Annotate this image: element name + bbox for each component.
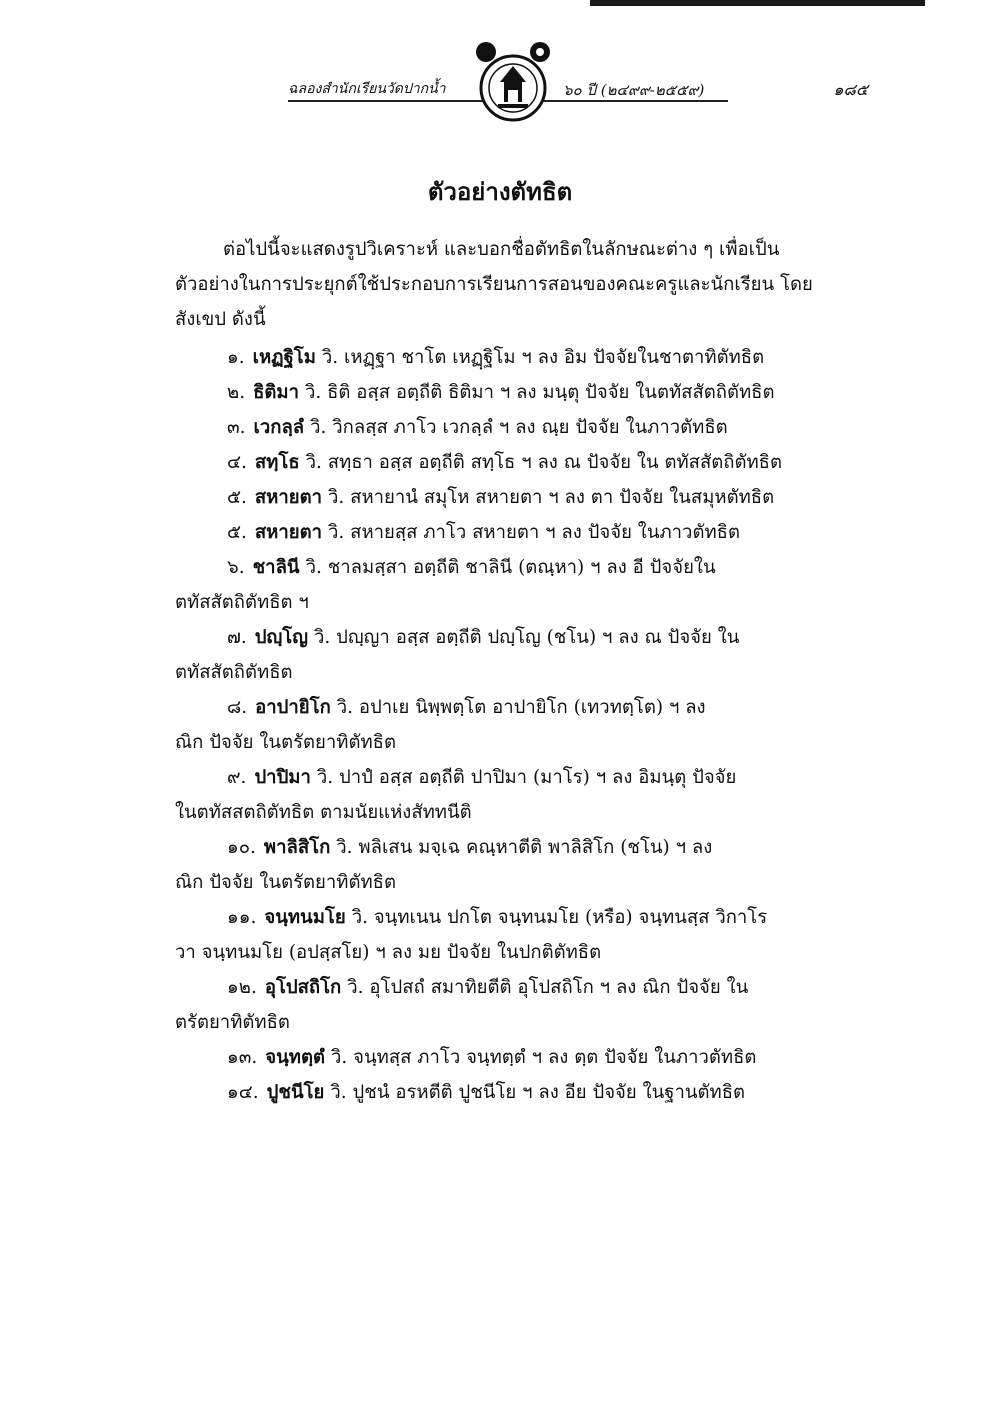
intro-paragraph xyxy=(175,232,855,337)
item-text: วิ. พลิเสน มจฺเฉ คณฺหาตีติ พาลิสิโก (ชโน) ฯ ลง xyxy=(336,837,713,858)
item-number: ๕. xyxy=(227,522,247,543)
item-headword: ธิติมา xyxy=(253,382,299,403)
list-item xyxy=(175,1040,855,1075)
item-headword: ปาปิมา xyxy=(254,767,311,788)
item-text: วิ. เหฏฺฐา ชาโต เหฏฺฐิโม ฯ ลง อิม ปัจจัยในชาตาทิตัทธิต xyxy=(321,347,765,368)
running-header xyxy=(288,66,868,106)
item-continuation: ณิก ปัจจัย ในตรัตยาทิตัทธิต xyxy=(175,732,396,753)
item-text: วิ. ปญฺญา อสฺส อตฺถีติ ปญฺโญ (ชโน) ฯ ลง ณ ปัจจัย ใน xyxy=(314,627,740,648)
item-headword: จนฺทตฺตํ xyxy=(265,1047,325,1068)
list-item xyxy=(175,410,855,445)
page-title: ตัวอย่างตัทธิต xyxy=(427,177,573,206)
item-text: วิ. อุโปสถํ สมาทิยตีติ อุโปสถิโก ฯ ลง ณิก ปัจจัย ใน xyxy=(347,977,749,998)
item-text: วิ. ธิติ อสฺส อตฺถีติ ธิติมา ฯ ลง มนฺตุ ปัจจัย ในตทัสสัตถิตัทธิต xyxy=(304,382,775,403)
item-headword: ปญฺโญ xyxy=(254,627,309,648)
item-text: วิ. สหายสฺส ภาโว สหายตา ฯ ลง ปัจจัย ในภาวตัทธิต xyxy=(328,522,740,543)
example-list xyxy=(175,340,855,1110)
item-text: วิ. วิกลสฺส ภาโว เวกลฺลํ ฯ ลง ณฺย ปัจจัย ในภาวตัทธิต xyxy=(310,417,728,438)
intro-line: สังเขป ดังนี้ xyxy=(175,309,266,330)
item-headword: พาลิสิโก xyxy=(263,837,331,858)
item-number: ๑๐. xyxy=(227,837,256,858)
intro-line: ตัวอย่างในการประยุกต์ใช้ประกอบการเรียนการสอนของคณะครูและนักเรียน โดย xyxy=(175,274,813,295)
list-item xyxy=(175,515,855,550)
page-number: ๑๘๕ xyxy=(833,80,868,99)
item-number: ๗. xyxy=(227,627,247,648)
list-item xyxy=(175,445,855,480)
item-number: ๘. xyxy=(227,697,248,718)
list-item xyxy=(175,480,855,515)
intro-line: ต่อไปนี้จะแสดงรูปวิเคราะห์ และบอกชื่อตัทธิตในลักษณะต่าง ๆ เพื่อเป็น xyxy=(223,239,780,260)
item-number: ๙. xyxy=(227,767,247,788)
item-headword: สหายตา xyxy=(254,487,323,508)
item-headword: อาปายิโก xyxy=(255,697,331,718)
header-center-text: ๖๐ ปี (๒๔๙๙-๒๕๕๙) xyxy=(563,81,705,99)
item-text: วิ. ปาปํ อสฺส อตฺถีติ ปาปิมา (มาโร) ฯ ลง อิมนฺตุ ปัจจัย xyxy=(316,767,737,788)
item-continuation: ในตทัสสตถิตัทธิต ตามนัยแห่งสัททนีติ xyxy=(175,802,472,823)
item-text: วิ. อปาเย นิพฺพตฺโต อาปายิโก (เทวทตฺโต) ฯ ลง xyxy=(336,697,706,718)
header-left-text: ฉลองสำนักเรียนวัดปากน้ำ xyxy=(288,81,446,97)
item-continuation: ตทัสสัตถิตัทธิต ฯ xyxy=(175,592,309,613)
item-headword: จนฺทนมโย xyxy=(264,907,346,928)
item-headword: เหฏฐิโม xyxy=(252,347,316,368)
list-item xyxy=(175,550,855,620)
item-continuation: ตทัสสัตถิตัทธิต xyxy=(175,662,293,683)
item-text: วิ. สทฺธา อสฺส อตฺถีติ สทฺโธ ฯ ลง ณ ปัจจัย ใน ตทัสสัตถิตัทธิต xyxy=(305,452,782,473)
item-number: ๑. xyxy=(227,347,245,368)
list-item xyxy=(175,970,855,1040)
item-number: ๑๓. xyxy=(227,1047,258,1068)
item-headword: ปูชนีโย xyxy=(266,1082,325,1103)
item-text: วิ. จนฺทเนน ปกโต จนฺทนมโย (หรือ) จนฺทนสฺส วิกาโร xyxy=(351,907,768,928)
item-number: ๓. xyxy=(227,417,246,438)
list-item xyxy=(175,340,855,375)
item-headword: อุโปสถิโก xyxy=(264,977,342,998)
list-item xyxy=(175,1075,855,1110)
item-continuation: ตรัตยาทิตัทธิต xyxy=(175,1012,290,1033)
item-headword: สหายตา xyxy=(254,522,323,543)
list-item xyxy=(175,375,855,410)
item-number: ๕. xyxy=(227,487,247,508)
item-number: ๑๔. xyxy=(227,1082,259,1103)
item-number: ๑๒. xyxy=(227,977,257,998)
item-text: วิ. จนฺทสฺส ภาโว จนฺทตฺตํ ฯ ลง ตฺต ปัจจัย ในภาวตัทธิต xyxy=(331,1047,757,1068)
list-item xyxy=(175,900,855,970)
list-item xyxy=(175,620,855,690)
item-headword: ชาลินี xyxy=(252,557,300,578)
item-headword: เวกลฺลํ xyxy=(253,417,305,438)
item-number: ๖. xyxy=(227,557,245,578)
item-continuation: ณิก ปัจจัย ในตรัตยาทิตัทธิต xyxy=(175,872,396,893)
item-number: ๒. xyxy=(227,382,246,403)
list-item xyxy=(175,760,855,830)
item-text: วิ. ชาลมสฺสา อตฺถีติ ชาลินี (ตณฺหา) ฯ ลง อี ปัจจัยใน xyxy=(305,557,716,578)
item-text: วิ. ปูชนํ อรหตีติ ปูชนีโย ฯ ลง อีย ปัจจัย ในฐานตัทธิต xyxy=(330,1082,746,1103)
list-item xyxy=(175,830,855,900)
top-edge-bar xyxy=(590,0,925,6)
item-number: ๑๑. xyxy=(227,907,257,928)
item-headword: สทฺโธ xyxy=(254,452,300,473)
temple-seal-icon xyxy=(468,38,558,124)
item-continuation: วา จนฺทนมโย (อปสฺสโย) ฯ ลง มย ปัจจัย ในปกติตัทธิต xyxy=(175,942,602,963)
list-item xyxy=(175,690,855,760)
item-text: วิ. สหายานํ สมุโห สหายตา ฯ ลง ตา ปัจจัย ในสมุหตัทธิต xyxy=(328,487,775,508)
item-number: ๔. xyxy=(227,452,247,473)
